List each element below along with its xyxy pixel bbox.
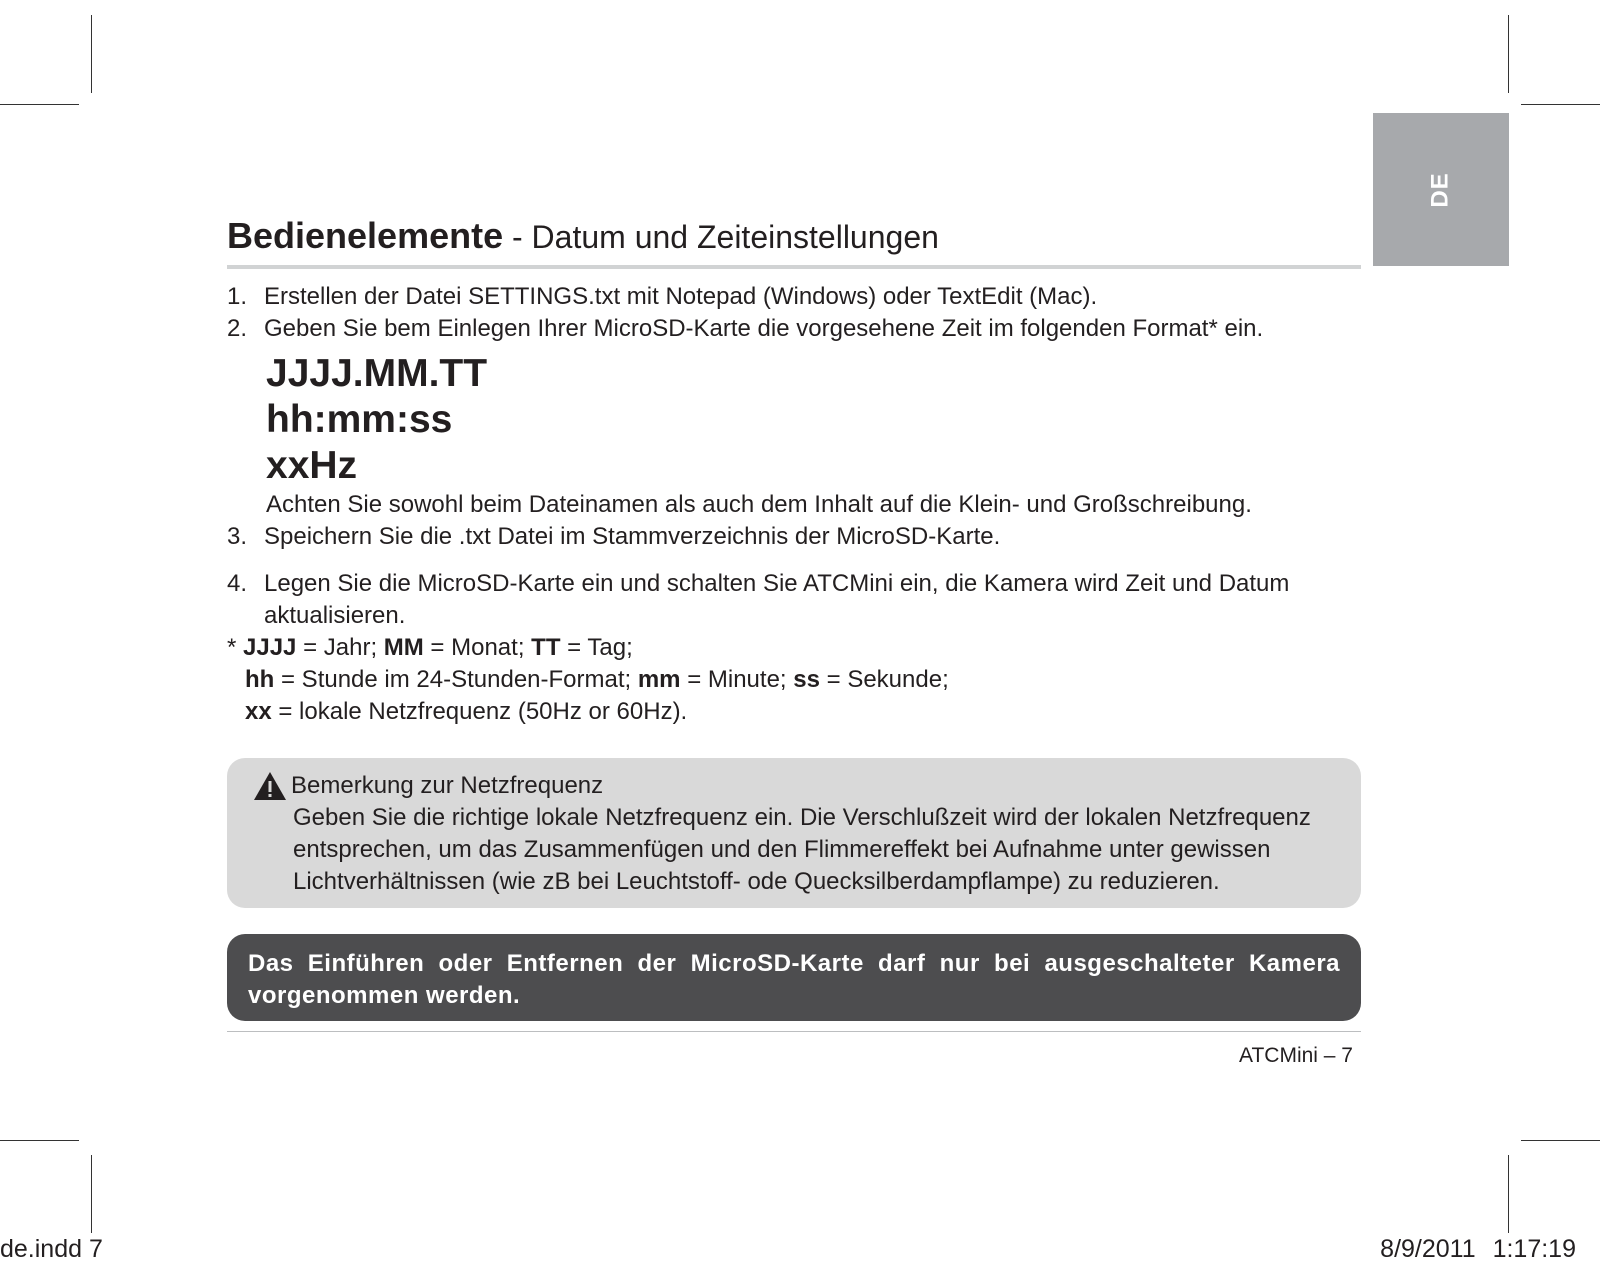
crop-mark bbox=[0, 1140, 79, 1141]
step-number: 3. bbox=[227, 523, 248, 550]
crop-mark bbox=[91, 1155, 92, 1233]
crop-mark bbox=[1508, 15, 1509, 93]
title-main: Bedienelemente bbox=[227, 215, 504, 256]
crop-mark bbox=[1508, 1155, 1509, 1233]
crop-mark bbox=[1521, 1140, 1600, 1141]
format-time: hh:mm:ss bbox=[266, 398, 453, 441]
format-frequency: xxHz bbox=[266, 444, 358, 487]
crop-mark bbox=[1521, 104, 1600, 105]
step-text: Geben Sie bem Einlegen Ihrer MicroSD-Karte die vorgesehene Zeit im folgenden Format* ein. bbox=[264, 315, 1264, 342]
slug-timestamp: 8/9/2011 1:17:19 bbox=[1380, 1235, 1576, 1263]
list-item bbox=[227, 568, 1361, 632]
notice-title: Bemerkung zur Netzfrequenz bbox=[291, 772, 604, 799]
crop-mark bbox=[91, 15, 92, 93]
notice-body: Geben Sie die richtige lokale Netzfrequenz ein. Die Verschlußzeit wird der lokalen Netzfrequenz entsprechen, um das Zusammenfügen und den Flimmereffekt bei Aufnahme unter gewissen Lichtverhältnissen (wie zB bei Leuchtstoff- ode Quecksilberdampflampe) zu reduzieren. bbox=[293, 804, 1311, 895]
step-text: Speichern Sie die .txt Datei im Stammverzeichnis der MicroSD-Karte. bbox=[264, 523, 1001, 550]
footnote-line-3: xx = lokale Netzfrequenz (50Hz or 60Hz). bbox=[245, 698, 688, 725]
notice-title-row bbox=[253, 770, 1341, 802]
page-number: ATCMini – 7 bbox=[1239, 1044, 1353, 1067]
list-item bbox=[227, 313, 1361, 345]
slug-file: de.indd 7 bbox=[0, 1235, 103, 1263]
heading-rule bbox=[227, 265, 1361, 269]
footnote-line-1: * JJJJ = Jahr; MM = Monat; TT = Tag; bbox=[227, 634, 633, 661]
notice-box bbox=[227, 758, 1361, 908]
case-note: Achten Sie sowohl beim Dateinamen als auch dem Inhalt auf die Klein- und Großschreibung. bbox=[266, 491, 1252, 518]
step-text: Legen Sie die MicroSD-Karte ein und schalten Sie ATCMini ein, die Kamera wird Zeit und Datum aktualisieren. bbox=[264, 570, 1290, 629]
language-tab-label: DE bbox=[1427, 171, 1454, 208]
footer-rule bbox=[227, 1031, 1361, 1032]
warning-triangle-icon bbox=[253, 771, 287, 801]
warning-box: Das Einführen oder Entfernen der MicroSD-Karte darf nur bei ausgeschalteter Kamera vorgenommen werden. bbox=[227, 934, 1361, 1021]
page-content bbox=[227, 210, 1361, 1068]
language-tab bbox=[1373, 113, 1509, 266]
crop-mark bbox=[0, 104, 79, 105]
step-text: Erstellen der Datei SETTINGS.txt mit Notepad (Windows) oder TextEdit (Mac). bbox=[264, 283, 1098, 310]
list-item bbox=[227, 521, 1361, 553]
format-block bbox=[266, 351, 1361, 489]
list-item bbox=[227, 281, 1361, 313]
format-date: JJJJ.MM.TT bbox=[266, 352, 488, 395]
title-sub: - Datum und Zeiteinstellungen bbox=[503, 219, 939, 255]
page-title bbox=[227, 210, 1361, 263]
footnote-line-2: hh = Stunde im 24-Stunden-Format; mm = Minute; ss = Sekunde; bbox=[245, 666, 949, 693]
steps-list bbox=[227, 281, 1361, 728]
step-number: 4. bbox=[227, 570, 248, 597]
step-number: 2. bbox=[227, 315, 248, 342]
step-number: 1. bbox=[227, 283, 248, 310]
